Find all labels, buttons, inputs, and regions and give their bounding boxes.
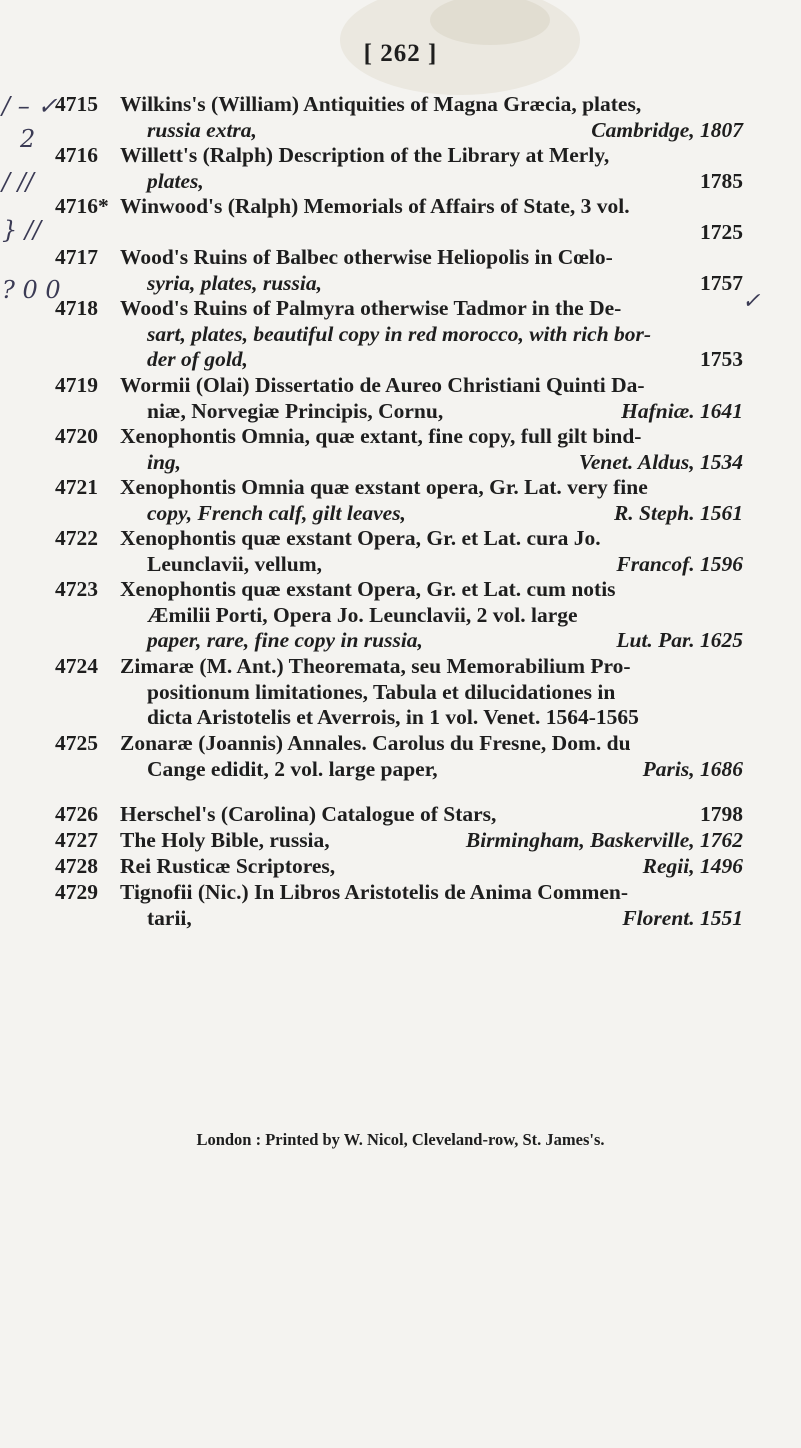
margin-annotation: 2 xyxy=(20,125,36,153)
lot-number: 4719 xyxy=(55,373,98,397)
entry-line: The Holy Bible, russia, Birmingham, Baskerville, 1762 xyxy=(120,828,743,852)
entry-line: Wormii (Olai) Dissertatio de Aureo Christiani Quinti Da- xyxy=(120,373,645,397)
margin-annotation: / – ✓ xyxy=(2,92,58,120)
entry-line: positionum limitationes, Tabula et dilucidationes in xyxy=(147,679,616,704)
catalogue-entry xyxy=(55,577,755,654)
catalogue-entry xyxy=(55,654,755,731)
lot-number: 4726 xyxy=(55,802,98,826)
entry-line: 1725 xyxy=(700,219,743,244)
entry-line: Wilkins's (William) Antiquities of Magna Græcia, plates, xyxy=(120,92,642,116)
entry-line: Zonaræ (Joannis) Annales. Carolus du Fresne, Dom. du xyxy=(120,731,631,755)
catalogue-entry xyxy=(55,194,755,245)
entry-line: tarii, Florent. 1551 xyxy=(147,905,743,930)
lot-number: 4729 xyxy=(55,880,98,904)
entry-line: Willett's (Ralph) Description of the Library at Merly, xyxy=(120,143,610,167)
entry-line: dicta Aristotelis et Averrois, in 1 vol. Venet. 1564-1565 xyxy=(147,705,639,729)
entry-line: Æmilii Porti, Opera Jo. Leunclavii, 2 vol. large xyxy=(147,602,578,627)
entry-line: Herschel's (Carolina) Catalogue of Stars, 1798 xyxy=(120,802,743,826)
lot-number: 4721 xyxy=(55,475,98,499)
catalogue-entry xyxy=(55,296,755,373)
lot-number: 4725 xyxy=(55,731,98,755)
entry-line: plates, 1785 xyxy=(147,168,743,193)
page-number: [ 262 ] xyxy=(363,40,438,67)
entry-line: Leunclavii, vellum, Francof. 1596 xyxy=(147,551,743,576)
margin-annotation: / // xyxy=(2,168,34,196)
entry-line: Xenophontis quæ exstant Opera, Gr. et Lat. cum notis xyxy=(120,577,616,601)
lot-number: 4728 xyxy=(55,854,98,878)
margin-annotation: } // xyxy=(2,216,42,244)
printer-imprint: London : Printed by W. Nicol, Cleveland-row, St. James's. xyxy=(196,1130,605,1149)
entry-line: Wood's Ruins of Balbec otherwise Heliopolis in Cœlo- xyxy=(120,245,613,269)
entry-line: Xenophontis quæ exstant Opera, Gr. et Lat. cura Jo. xyxy=(120,526,601,550)
entry-line: russia extra, Cambridge, 1807 xyxy=(147,117,743,142)
entry-line: Xenophontis Omnia, quæ extant, fine copy, full gilt bind- xyxy=(120,424,642,448)
catalogue-entry xyxy=(55,731,755,782)
catalogue-entry xyxy=(55,854,755,880)
lot-number: 4723 xyxy=(55,577,98,601)
entry-line: Winwood's (Ralph) Memorials of Affairs of State, 3 vol. xyxy=(120,194,630,218)
entry-line: Xenophontis Omnia quæ exstant opera, Gr. Lat. very fine xyxy=(120,475,648,499)
lot-number: 4724 xyxy=(55,654,98,678)
lot-number: 4716* xyxy=(55,194,109,218)
lot-number: 4716 xyxy=(55,143,98,167)
entry-line: paper, rare, fine copy in russia, Lut. Par. 1625 xyxy=(147,628,743,652)
entry-line: Zimaræ (M. Ant.) Theoremata, seu Memorabilium Pro- xyxy=(120,654,631,678)
lot-number: 4717 xyxy=(55,245,98,269)
entry-line: Tignofii (Nic.) In Libros Aristotelis de Anima Commen- xyxy=(120,880,629,904)
entry-line: ing, Venet. Aldus, 1534 xyxy=(147,449,743,474)
catalogue-entry xyxy=(55,143,755,194)
catalogue-entry xyxy=(55,424,755,475)
lot-number: 4720 xyxy=(55,424,98,448)
margin-annotation: ? 0 0 xyxy=(2,276,61,304)
entry-line: Rei Rusticæ Scriptores, Regii, 1496 xyxy=(120,854,743,878)
catalogue-entry xyxy=(55,373,755,424)
entry-line: niæ, Norvegiæ Principis, Cornu, Hafniæ. 1641 xyxy=(147,398,743,423)
lot-number: 4727 xyxy=(55,828,98,852)
entry-line: Cange edidit, 2 vol. large paper, Paris, 1686 xyxy=(147,756,743,781)
catalogue-entry xyxy=(55,92,755,143)
entry-line: syria, plates, russia, 1757 xyxy=(147,270,743,295)
entry-line: copy, French calf, gilt leaves, R. Steph. 1561 xyxy=(147,500,743,525)
lot-number: 4722 xyxy=(55,526,98,550)
lot-number: 4715 xyxy=(55,92,98,116)
entry-line: der of gold, 1753 xyxy=(147,347,743,371)
catalogue-entry xyxy=(55,526,755,577)
catalogue-entry xyxy=(55,802,755,828)
catalogue-entry xyxy=(55,245,755,296)
catalogue-entry xyxy=(55,828,755,854)
lot-number: 4718 xyxy=(55,296,98,320)
entry-line: sart, plates, beautiful copy in red morocco, with rich bor- xyxy=(147,321,652,346)
catalogue-entry xyxy=(55,880,755,931)
margin-annotation-right: ✓ xyxy=(742,288,761,313)
catalogue-entry xyxy=(55,475,755,526)
entry-line: Wood's Ruins of Palmyra otherwise Tadmor in the De- xyxy=(120,296,622,320)
